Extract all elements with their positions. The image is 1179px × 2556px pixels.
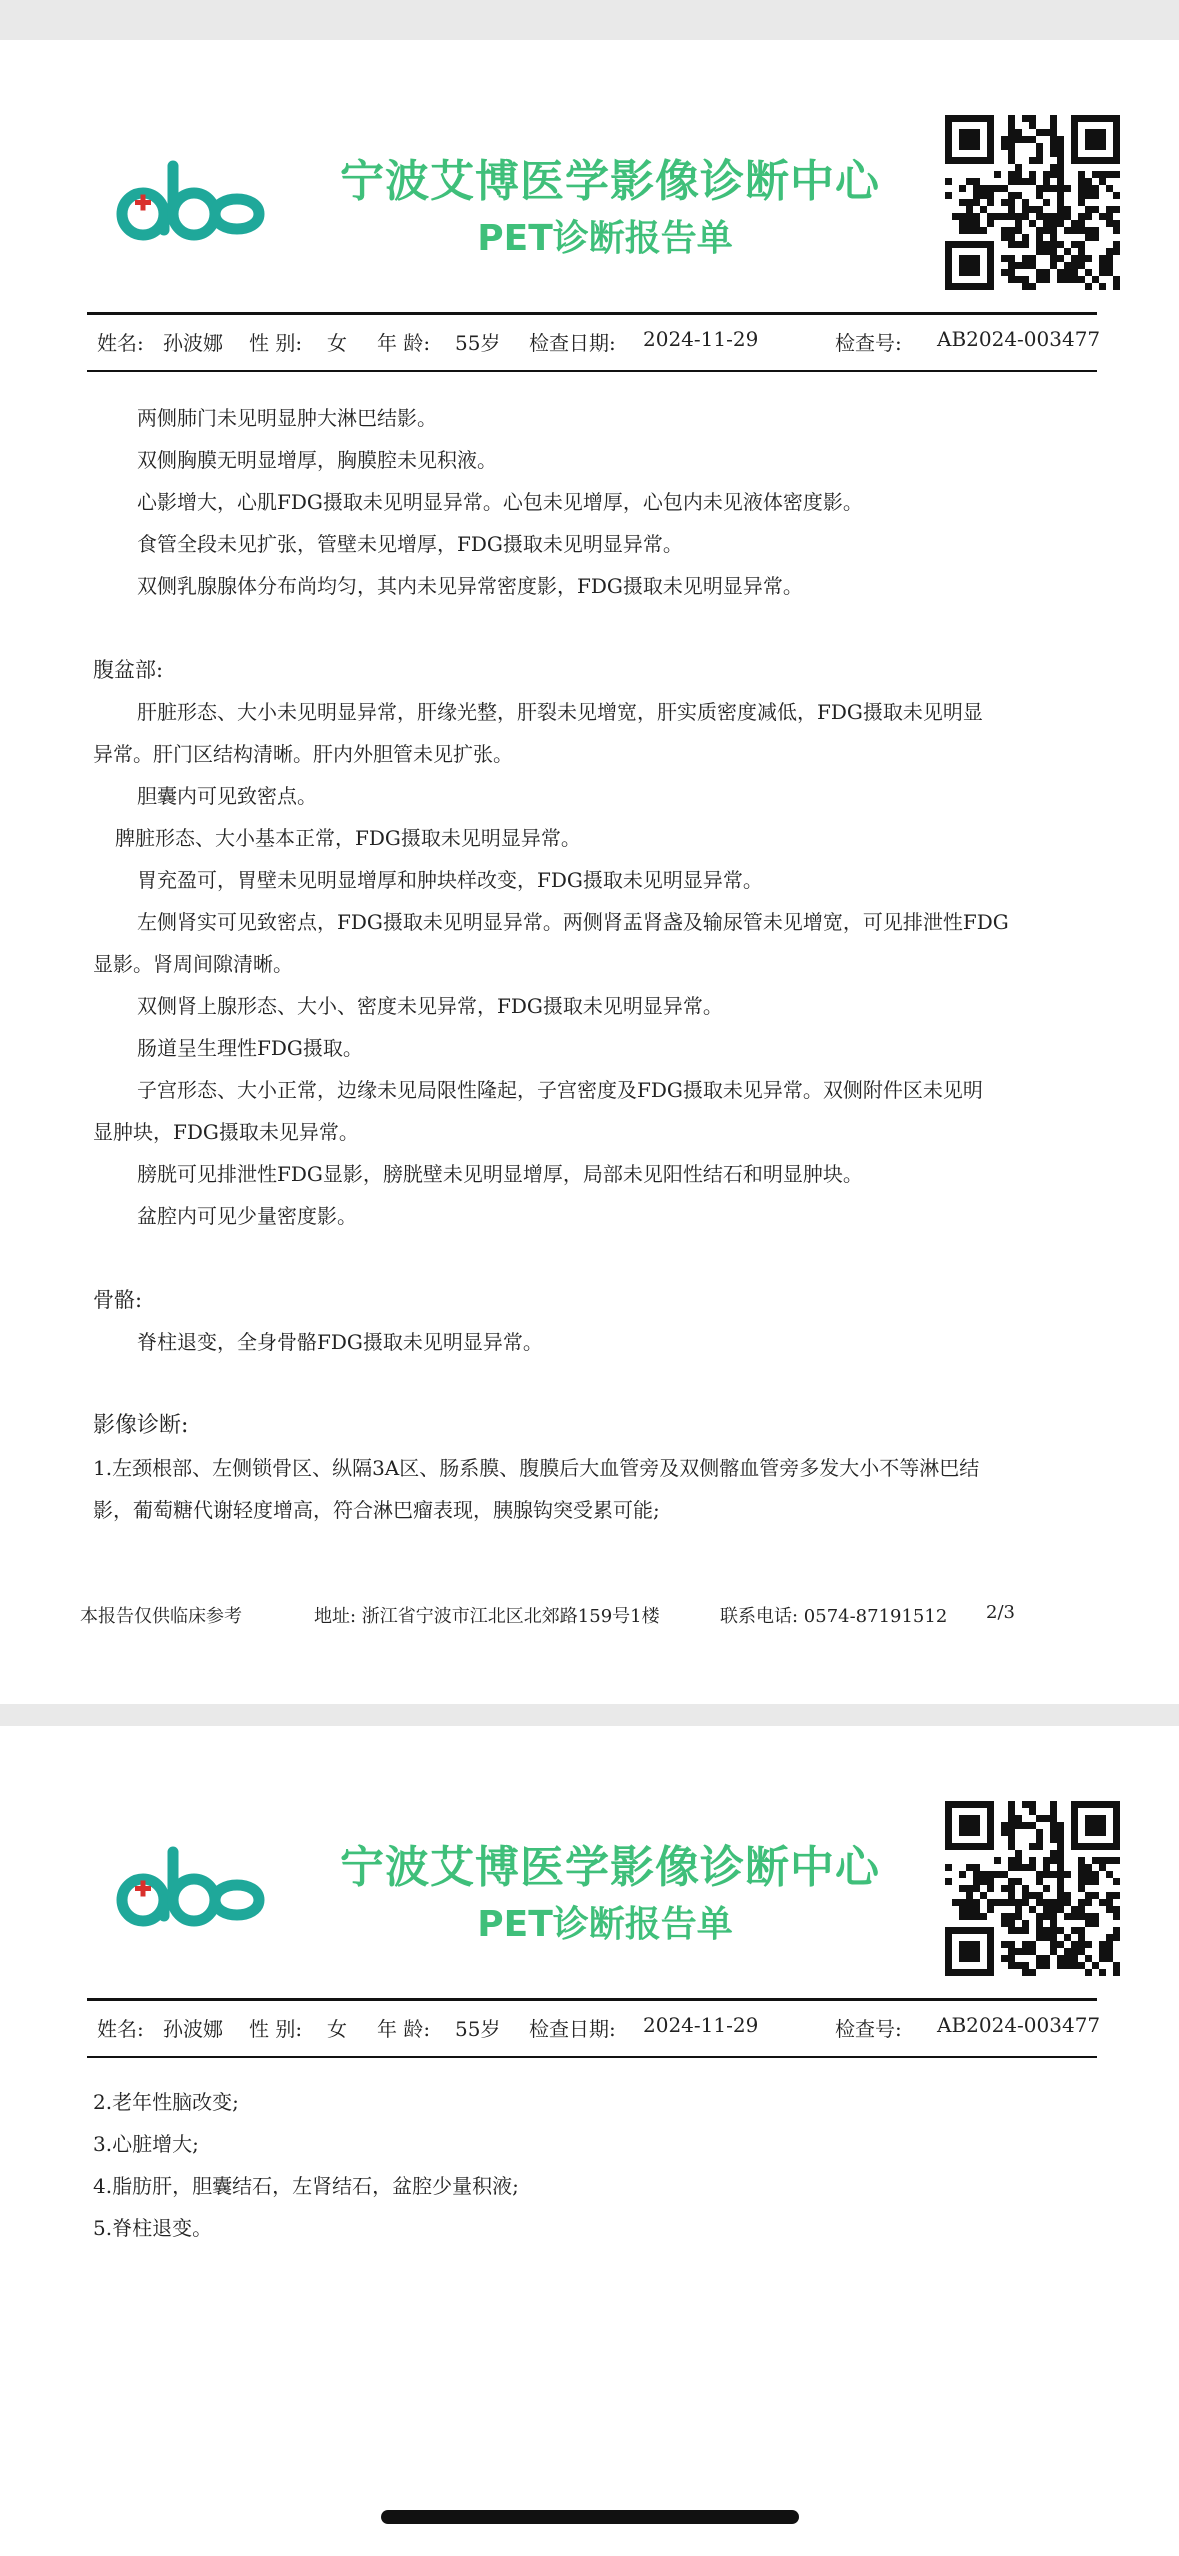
finding-line: 肝脏形态、大小未见明显异常，肝缘光整，肝裂未见增宽，肝实质密度减低，FDG摄取未见明显 bbox=[137, 700, 983, 724]
diagnosis-line: 2.老年性脑改变; bbox=[93, 2090, 239, 2114]
name-label: 姓名: bbox=[97, 331, 144, 355]
finding-line: 肠道呈生理性FDG摄取。 bbox=[137, 1036, 363, 1060]
report-header bbox=[0, 40, 1179, 330]
patient-name: 孙波娜 bbox=[163, 2017, 223, 2041]
exam-date: 2024-11-29 bbox=[643, 327, 759, 351]
header-rule-bottom bbox=[87, 370, 1097, 372]
report-findings bbox=[93, 397, 1083, 1531]
finding-line: 双侧胸膜无明显增厚，胸膜腔未见积液。 bbox=[137, 448, 497, 472]
aboo-logo-icon bbox=[113, 158, 273, 248]
diagnosis-line: 1.左颈根部、左侧锁骨区、纵隔3A区、肠系膜、腹膜后大血管旁及双侧髂血管旁多发大小不等淋巴结 bbox=[93, 1456, 980, 1480]
diagnosis-line: 3.心脏增大; bbox=[93, 2132, 199, 2156]
finding-line: 心影增大，心肌FDG摄取未见明显异常。心包未见增厚，心包内未见液体密度影。 bbox=[137, 490, 863, 514]
abdomen-heading: 腹盆部: bbox=[93, 658, 164, 682]
home-indicator[interactable] bbox=[381, 2510, 799, 2524]
diagnosis-continued bbox=[93, 2081, 1083, 2249]
report-footer bbox=[0, 1602, 1179, 1642]
sex-label: 性 别: bbox=[249, 331, 303, 355]
center-name: 宁波艾博医学影像诊断中心 bbox=[340, 1842, 880, 1893]
exam-id: AB2024-003477 bbox=[937, 2013, 1101, 2037]
exam-id-label: 检查号: bbox=[835, 331, 902, 355]
diagnosis-heading: 影像诊断: bbox=[93, 1413, 189, 1438]
finding-line: 左侧肾实可见致密点，FDG摄取未见明显异常。两侧肾盂肾盏及输尿管未见增宽，可见排泄性FDG bbox=[137, 910, 1009, 934]
finding-line: 食管全段未见扩张，管壁未见增厚，FDG摄取未见明显异常。 bbox=[137, 532, 683, 556]
date-label: 检查日期: bbox=[529, 331, 616, 355]
sex-label: 性 别: bbox=[249, 2017, 303, 2041]
exam-id-label: 检查号: bbox=[835, 2017, 902, 2041]
finding-line: 盆腔内可见少量密度影。 bbox=[137, 1204, 357, 1228]
page-number: 2/3 bbox=[986, 1602, 1015, 1623]
report-title: PET诊断报告单 bbox=[477, 1904, 733, 1945]
header-rule-top bbox=[87, 1998, 1097, 2001]
finding-line: 显肿块，FDG摄取未见异常。 bbox=[93, 1120, 359, 1144]
report-header bbox=[0, 1726, 1179, 2016]
finding-line: 脾脏形态、大小基本正常，FDG摄取未见明显异常。 bbox=[115, 826, 581, 850]
diagnosis-line: 4.脂肪肝，胆囊结石，左肾结石，盆腔少量积液; bbox=[93, 2174, 519, 2198]
finding-line: 双侧乳腺腺体分布尚均匀，其内未见异常密度影，FDG摄取未见明显异常。 bbox=[137, 574, 803, 598]
diagnosis-line: 影，葡萄糖代谢轻度增高，符合淋巴瘤表现，胰腺钩突受累可能; bbox=[93, 1498, 660, 1522]
patient-info-row bbox=[97, 327, 1101, 367]
diagnosis-line: 5.脊柱退变。 bbox=[93, 2216, 213, 2240]
finding-line: 脊柱退变，全身骨骼FDG摄取未见明显异常。 bbox=[137, 1330, 543, 1354]
aboo-logo-icon bbox=[113, 1844, 273, 1934]
qr-code-icon bbox=[945, 115, 1120, 290]
qr-code-icon bbox=[945, 1801, 1120, 1976]
finding-line: 显影。肾周间隙清晰。 bbox=[93, 952, 293, 976]
finding-line: 子宫形态、大小正常，边缘未见局限性隆起，子宫密度及FDG摄取未见异常。双侧附件区未见明 bbox=[137, 1078, 983, 1102]
center-name: 宁波艾博医学影像诊断中心 bbox=[340, 156, 880, 207]
finding-line: 两侧肺门未见明显肿大淋巴结影。 bbox=[137, 406, 437, 430]
header-rule-top bbox=[87, 312, 1097, 315]
date-label: 检查日期: bbox=[529, 2017, 616, 2041]
finding-line: 胆囊内可见致密点。 bbox=[137, 784, 317, 808]
report-page-2 bbox=[0, 1726, 1179, 2556]
name-label: 姓名: bbox=[97, 2017, 144, 2041]
footer-address: 地址: 浙江省宁波市江北区北郊路159号1楼 bbox=[314, 1606, 660, 1627]
patient-age: 55岁 bbox=[455, 2017, 501, 2041]
report-page-1 bbox=[0, 40, 1179, 1704]
patient-name: 孙波娜 bbox=[163, 331, 223, 355]
bone-heading: 骨骼: bbox=[93, 1288, 143, 1312]
age-label: 年 龄: bbox=[377, 2017, 431, 2041]
footer-note: 本报告仅供临床参考 bbox=[80, 1606, 242, 1627]
patient-sex: 女 bbox=[327, 2017, 347, 2041]
finding-line: 异常。肝门区结构清晰。肝内外胆管未见扩张。 bbox=[93, 742, 513, 766]
patient-info-row bbox=[97, 2013, 1101, 2053]
footer-phone: 联系电话: 0574-87191512 bbox=[720, 1606, 948, 1627]
exam-id: AB2024-003477 bbox=[937, 327, 1101, 351]
header-rule-bottom bbox=[87, 2056, 1097, 2058]
finding-line: 双侧肾上腺形态、大小、密度未见异常，FDG摄取未见明显异常。 bbox=[137, 994, 723, 1018]
exam-date: 2024-11-29 bbox=[643, 2013, 759, 2037]
patient-sex: 女 bbox=[327, 331, 347, 355]
finding-line: 膀胱可见排泄性FDG显影，膀胱壁未见明显增厚，局部未见阳性结石和明显肿块。 bbox=[137, 1162, 863, 1186]
report-title: PET诊断报告单 bbox=[477, 218, 733, 259]
finding-line: 胃充盈可，胃壁未见明显增厚和肿块样改变，FDG摄取未见明显异常。 bbox=[137, 868, 763, 892]
patient-age: 55岁 bbox=[455, 331, 501, 355]
age-label: 年 龄: bbox=[377, 331, 431, 355]
